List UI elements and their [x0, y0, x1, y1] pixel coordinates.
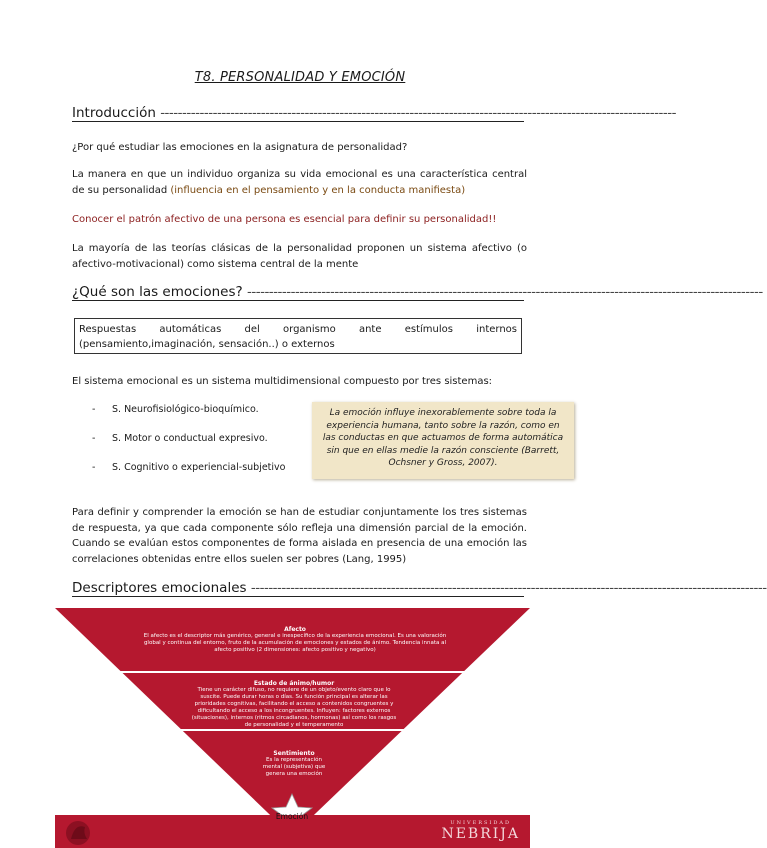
sentimiento-title: Sentimiento — [273, 750, 315, 757]
list-item-text: S. Neurofisiológico-bioquímico. — [112, 404, 259, 415]
afecto-block — [135, 626, 455, 654]
question-paragraph: ¿Por qué estudiar las emociones en la asignatura de personalidad? — [72, 142, 408, 153]
section-heading-descriptores — [72, 580, 767, 597]
section-heading-que-son — [72, 284, 763, 301]
university-logo — [441, 820, 520, 842]
paragraph-definir: Para definir y comprender la emoción se han de estudiar conjuntamente los tres sistemas de respuesta, ya que cada componente sólo refleja una dimensión parcial de la emoción. Cuando se evalúan estos componentes de forma aislada en presencia de una emoción las correlaciones obtenidas entre ellos suelen ser pobres (Lang, 1995) — [72, 507, 527, 565]
definition-line-1 — [79, 322, 517, 337]
list-item — [92, 433, 268, 444]
list-bullet: - — [92, 404, 96, 415]
quote-box: La emoción influye inexorablemente sobre toda la experiencia humana, tanto sobre la razón, como en las conductas en que actuamos de forma automática sin que en ellas medie la razón consciente (Barrett, Ochsner y Gross, 2007). — [312, 402, 574, 479]
highlight-text: (influencia en el pensamiento y en la conducta manifiesta) — [170, 184, 466, 196]
definition-word: del — [244, 324, 260, 335]
sentimiento-block — [258, 750, 330, 778]
definition-word: automáticas — [159, 324, 222, 335]
university-name: NEBRIJA — [441, 826, 520, 842]
university-emblem-icon — [63, 817, 95, 847]
paragraph-vida-emocional — [72, 167, 527, 198]
definition-word: estímulos — [404, 324, 453, 335]
key-statement: Conocer el patrón afectivo de una persona es esencial para definir su personalidad!! — [72, 214, 497, 225]
paragraph-text: La manera en que un individuo organiza su vida emocional es una característica central de su personalidad — [72, 169, 527, 196]
emocion-label: Emoción — [275, 812, 309, 821]
definition-word: internos — [476, 324, 517, 335]
list-item — [92, 462, 285, 473]
animo-text: Tiene un carácter difuso, no requiere de un objeto/evento claro que lo suscite. Puede durar horas o días. Su función principal es alterar las prioridades cognitivas, facilitando el acceso a contenidos congruentes y dificultando el acceso a los incongruentes. Influyen: factores externos (situaciones), internos (ritmos circadianos, hormonas) así como los rasgos de personalidad y el temperamento — [191, 687, 397, 728]
definition-box — [74, 318, 522, 354]
animo-block — [188, 680, 400, 729]
paragraph-sistema: El sistema emocional es un sistema multidimensional compuesto por tres sistemas: — [72, 376, 493, 387]
section-title: ¿Qué son las emociones? — [72, 284, 243, 300]
list-bullet: - — [92, 433, 96, 444]
section-rule: ---------------------------------------------------------------------------------------------------------------------- — [250, 580, 767, 596]
list-bullet: - — [92, 462, 96, 473]
section-heading-intro — [72, 105, 677, 122]
section-rule: ---------------------------------------------------------------------------------------------------------------------- — [246, 284, 763, 300]
sentimiento-text: Es la representación mental (subjetiva) que genera una emoción — [262, 757, 326, 777]
section-title: Introducción — [72, 105, 156, 121]
list-item-text: S. Cognitivo o experiencial-subjetivo — [112, 462, 286, 473]
definition-word: Respuestas — [79, 324, 137, 335]
animo-title: Estado de ánimo/humor — [253, 680, 335, 687]
definition-word: ante — [358, 324, 382, 335]
definition-line-2: (pensamiento,imaginación, sensación..) o externos — [79, 339, 335, 350]
paragraph-teorias: La mayoría de las teorías clásicas de la personalidad proponen un sistema afectivo (o afectivo-motivacional) como sistema central de la mente — [72, 243, 527, 270]
page-title: T8. PERSONALIDAD Y EMOCIÓN — [194, 70, 406, 85]
list-item — [92, 404, 259, 415]
afecto-text: El afecto es el descriptor más genérico, general e inespecífico de la experiencia emocional. Es una valoración global y continua del entorno, fruto de la acumulación de emociones y estados de ánimo. Tendencia innata al afecto positivo (2 dimensiones: afecto positivo y negativo) — [143, 633, 447, 653]
list-item-text: S. Motor o conductual expresivo. — [112, 433, 268, 444]
definition-word: organismo — [283, 324, 336, 335]
afecto-title: Afecto — [284, 626, 306, 633]
section-rule: ---------------------------------------------------------------------------------------------------------------------- — [160, 105, 677, 121]
university-label: UNIVERSIDAD — [450, 820, 512, 826]
section-title: Descriptores emocionales — [72, 580, 247, 596]
